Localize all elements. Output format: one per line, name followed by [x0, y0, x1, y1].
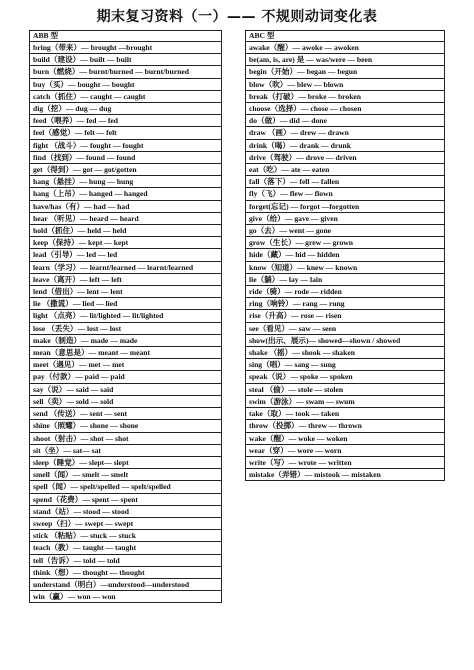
table-header-abb: ABB 型 — [30, 31, 222, 42]
table-row — [246, 54, 445, 66]
verb-forms-cell: go（去）— went — gone — [246, 225, 445, 237]
verb-forms-cell: swim（游泳）— swam — swum — [246, 395, 445, 407]
verb-forms-cell: begin（开始）— began — begun — [246, 66, 445, 78]
table-row — [246, 408, 445, 420]
verb-forms-cell: ride（骑）— rode — ridden — [246, 286, 445, 298]
table-row — [30, 542, 222, 554]
table-row — [246, 103, 445, 115]
abc-verb-table — [245, 30, 445, 481]
table-row — [30, 42, 222, 54]
verb-forms-cell: smell（闻）— smelt — smelt — [30, 469, 222, 481]
verb-forms-cell: shine（照耀）— shone — shone — [30, 420, 222, 432]
table-header-row — [246, 31, 445, 42]
table-row — [30, 481, 222, 493]
verb-forms-cell: steal （偷）— stole — stolen — [246, 383, 445, 395]
verb-forms-cell: lie （撒谎）— lied — lied — [30, 298, 222, 310]
verb-forms-cell: send （传送）— sent — sent — [30, 408, 222, 420]
verb-forms-cell: make（制造）— made — made — [30, 334, 222, 346]
table-row — [30, 505, 222, 517]
verb-forms-cell: shoot（射击）— shot — shot — [30, 432, 222, 444]
table-row — [246, 200, 445, 212]
verb-forms-cell: say（说）— said — said — [30, 383, 222, 395]
table-row — [30, 578, 222, 590]
table-row — [246, 225, 445, 237]
verb-forms-cell: lose （丢失）— lost — lost — [30, 322, 222, 334]
table-row — [30, 530, 222, 542]
table-row — [246, 42, 445, 54]
table-row — [246, 261, 445, 273]
table-row — [30, 383, 222, 395]
table-row — [246, 176, 445, 188]
table-row — [30, 261, 222, 273]
verb-forms-cell: dig（挖）— dug — dug — [30, 103, 222, 115]
verb-forms-cell: think（想）— thought — thought — [30, 566, 222, 578]
verb-forms-cell: hang（上吊）— hanged — hanged — [30, 188, 222, 200]
verb-forms-cell: meet（遇见）— met — met — [30, 359, 222, 371]
table-row — [246, 322, 445, 334]
verb-forms-cell: light （点亮）— lit/lighted — lit/lighted — [30, 310, 222, 322]
table-row — [246, 469, 445, 481]
page-title: 期末复习资料（一）—— 不规则动词变化表 — [96, 9, 378, 25]
verb-forms-cell: see（看见）— saw — seen — [246, 322, 445, 334]
verb-forms-cell: tell（告诉）— told — told — [30, 554, 222, 566]
table-row — [246, 237, 445, 249]
table-row — [30, 517, 222, 529]
verb-forms-cell: stick （粘贴）— stuck — stuck — [30, 530, 222, 542]
table-row — [246, 164, 445, 176]
verb-forms-cell: choose（选择）— chose — chosen — [246, 103, 445, 115]
verb-forms-cell: catch（抓住）— caught — caught — [30, 90, 222, 102]
table-row — [30, 249, 222, 261]
table-row — [30, 78, 222, 90]
table-row — [246, 395, 445, 407]
verb-forms-cell: feed（喂养）— fed — fed — [30, 115, 222, 127]
verb-forms-cell: ring（响铃）— rang — rung — [246, 298, 445, 310]
verb-forms-cell: win（赢）— won — won — [30, 591, 222, 603]
verb-forms-cell: write（写）— wrote — written — [246, 456, 445, 468]
table-header-abc: ABC 型 — [246, 31, 445, 42]
verb-forms-cell: keep（保持）— kept — kept — [30, 237, 222, 249]
table-row — [30, 151, 222, 163]
table-row — [30, 359, 222, 371]
table-row — [246, 420, 445, 432]
table-row — [246, 66, 445, 78]
table-row — [246, 383, 445, 395]
table-row — [246, 432, 445, 444]
verb-forms-cell: give（给）— gave — given — [246, 212, 445, 224]
verb-forms-cell: get（得到）— got — got/gotten — [30, 164, 222, 176]
verb-forms-cell: hear （听见）— heard — heard — [30, 212, 222, 224]
table-row — [246, 444, 445, 456]
verb-forms-cell: sing（唱）— sang — sung — [246, 359, 445, 371]
verb-forms-cell: shake （摇）— shook — shaken — [246, 347, 445, 359]
table-row — [30, 591, 222, 603]
verb-forms-cell: sit（坐）— sat— sat — [30, 444, 222, 456]
table-row — [30, 54, 222, 66]
table-row — [30, 286, 222, 298]
table-row — [246, 188, 445, 200]
table-row — [246, 359, 445, 371]
table-row — [246, 127, 445, 139]
verb-forms-cell: wear（穿）— wore — worn — [246, 444, 445, 456]
verb-forms-cell: lend（借出）— lent — lent — [30, 286, 222, 298]
table-row — [30, 420, 222, 432]
verb-forms-cell: fly（飞）— flew — flown — [246, 188, 445, 200]
table-row — [246, 371, 445, 383]
table-row — [30, 212, 222, 224]
verb-forms-cell: hold（抓住）— held — held — [30, 225, 222, 237]
table-row — [30, 310, 222, 322]
table-row — [30, 395, 222, 407]
table-row — [30, 493, 222, 505]
verb-forms-cell: be(am, is, are) 是 — was/were — been — [246, 54, 445, 66]
table-row — [30, 200, 222, 212]
verb-forms-cell: fall（落下）— fell — fallen — [246, 176, 445, 188]
table-row — [30, 188, 222, 200]
table-row — [30, 444, 222, 456]
verb-forms-cell: pay（付款）— paid — paid — [30, 371, 222, 383]
verb-forms-cell: buy（买）— bought — bought — [30, 78, 222, 90]
verb-forms-cell: forget(忘记) — forgot —forgotten — [246, 200, 445, 212]
table-row — [30, 127, 222, 139]
verb-forms-cell: drink（喝）— drank — drunk — [246, 139, 445, 151]
table-row — [30, 469, 222, 481]
verb-forms-cell: learn（学习）— learnt/learned — learnt/learned — [30, 261, 222, 273]
table-row — [30, 90, 222, 102]
verb-forms-cell: throw（投掷）— threw — thrown — [246, 420, 445, 432]
verb-forms-cell: spend（花费）— spent — spent — [30, 493, 222, 505]
verb-forms-cell: awake（醒）— awoke — awoken — [246, 42, 445, 54]
verb-forms-cell: teach（教）— taught — taught — [30, 542, 222, 554]
table-row — [30, 237, 222, 249]
table-row — [246, 347, 445, 359]
verb-forms-cell: sell（卖）— sold — sold — [30, 395, 222, 407]
table-row — [246, 90, 445, 102]
verb-forms-cell: lead（引导）— led — led — [30, 249, 222, 261]
table-row — [30, 225, 222, 237]
table-row — [30, 164, 222, 176]
verb-forms-cell: wake（醒）— woke — woken — [246, 432, 445, 444]
table-row — [246, 115, 445, 127]
table-row — [30, 566, 222, 578]
verb-forms-cell: lie（躺）— lay — lain — [246, 273, 445, 285]
table-row — [30, 298, 222, 310]
table-row — [30, 334, 222, 346]
verb-forms-cell: draw （画）— drew — drawn — [246, 127, 445, 139]
verb-forms-cell: speak（说）— spoke — spoken — [246, 371, 445, 383]
verb-forms-cell: build（建设）— built — built — [30, 54, 222, 66]
verb-forms-cell: know（知道）— knew — known — [246, 261, 445, 273]
verb-forms-cell: do（做）— did — done — [246, 115, 445, 127]
verb-forms-cell: understand（明白）—understood—understood — [30, 578, 222, 590]
verb-forms-cell: break（打破）— broke — broken — [246, 90, 445, 102]
table-row — [246, 78, 445, 90]
table-header-row — [30, 31, 222, 42]
table-row — [246, 151, 445, 163]
table-row — [246, 212, 445, 224]
verb-forms-cell: bring（带来）— brought —brought — [30, 42, 222, 54]
table-row — [30, 139, 222, 151]
table-row — [30, 347, 222, 359]
verb-forms-cell: feel（感觉）— felt — felt — [30, 127, 222, 139]
verb-forms-cell: mean（意思是）— meant — meant — [30, 347, 222, 359]
table-row — [30, 115, 222, 127]
verb-forms-cell: drive（驾驶）— drove — driven — [246, 151, 445, 163]
verb-forms-cell: find（找到）— found — found — [30, 151, 222, 163]
table-row — [30, 371, 222, 383]
verb-forms-cell: sweep（扫）— swept — swept — [30, 517, 222, 529]
table-row — [30, 432, 222, 444]
verb-forms-cell: take（取）— took — taken — [246, 408, 445, 420]
verb-forms-cell: blow（吹）— blew — blown — [246, 78, 445, 90]
table-row — [246, 334, 445, 346]
table-row — [30, 554, 222, 566]
table-row — [246, 139, 445, 151]
verb-forms-cell: eat（吃）— ate — eaten — [246, 164, 445, 176]
verb-forms-cell: rise（升高）— rose — risen — [246, 310, 445, 322]
table-row — [246, 310, 445, 322]
table-row — [30, 322, 222, 334]
verb-forms-cell: grow（生长）— grew — grown — [246, 237, 445, 249]
verb-forms-cell: leave（离开）— left — left — [30, 273, 222, 285]
verb-forms-cell: burn（燃烧）— burnt/burned — burnt/burned — [30, 66, 222, 78]
table-row — [246, 273, 445, 285]
table-row — [246, 249, 445, 261]
verb-forms-cell: fight （战斗）— fought — fought — [30, 139, 222, 151]
verb-forms-cell: sleep（睡觉）— slept— slept — [30, 456, 222, 468]
verb-forms-cell: hang（悬挂）— hung — hung — [30, 176, 222, 188]
verb-forms-cell: spell（闻）— spelt/spelled — spelt/spelled — [30, 481, 222, 493]
verb-forms-cell: have/has（有）— had — had — [30, 200, 222, 212]
table-row — [30, 408, 222, 420]
table-row — [246, 456, 445, 468]
table-row — [30, 103, 222, 115]
table-row — [246, 286, 445, 298]
table-row — [30, 273, 222, 285]
table-row — [30, 66, 222, 78]
table-row — [30, 176, 222, 188]
verb-forms-cell: stand（站）— stood — stood — [30, 505, 222, 517]
verb-forms-cell: hide（藏）— hid — hidden — [246, 249, 445, 261]
verb-forms-cell: mistake（弄错）— mistook — mistaken — [246, 469, 445, 481]
verb-forms-cell: show(出示、展示)— showed—shown / showed — [246, 334, 445, 346]
table-row — [30, 456, 222, 468]
table-row — [246, 298, 445, 310]
abb-verb-table — [29, 30, 222, 603]
